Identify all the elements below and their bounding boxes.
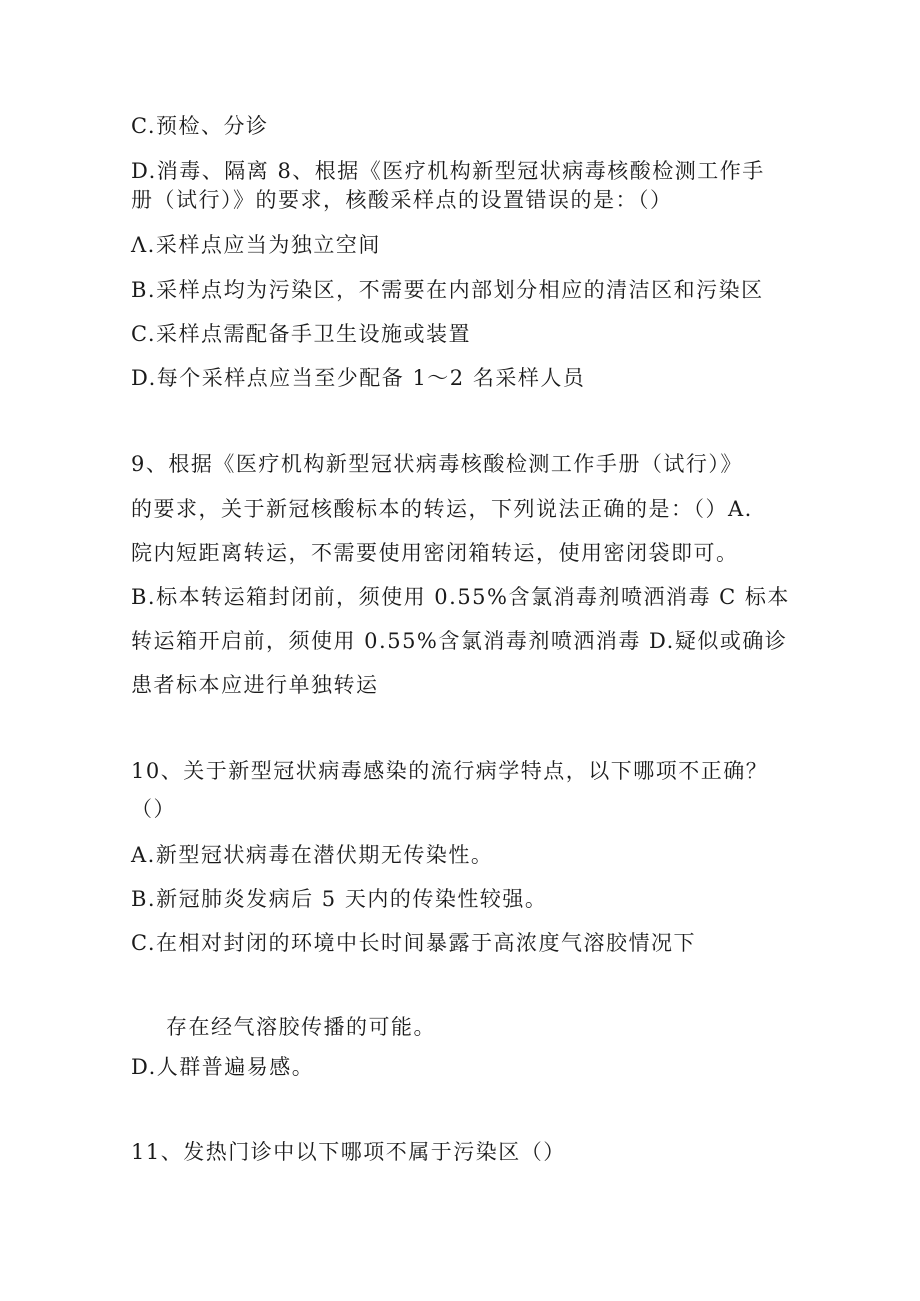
question-9-option-c-d: 转运箱开启前，须使用 0.55%含氯消毒剂喷洒消毒 D.疑似或确诊	[131, 629, 788, 653]
question-10-stem: 10、关于新型冠状病毒感染的流行病学特点，以下哪项不正确？	[131, 759, 769, 783]
question-10-option-b: B.新冠肺炎发病后 5 天内的传染性较强。	[131, 887, 548, 911]
question-8-option-b: B.采样点均为污染区，不需要在内部划分相应的清洁区和污染区	[131, 278, 764, 302]
question-11-stem: 11、发热门诊中以下哪项不属于污染区（）	[131, 1140, 566, 1164]
question-9-option-a: 院内短距离转运，不需要使用密闭箱转运，使用密闭袋即可。	[131, 541, 739, 565]
question-10-option-d: D.人群普遍易感。	[131, 1055, 315, 1079]
question-9-option-b: B.标本转运箱封闭前，须使用 0.55%含氯消毒剂喷洒消毒 C 标本	[131, 585, 790, 609]
question-9-stem: 9、根据《医疗机构新型冠状病毒核酸检测工作手册（试行）》	[131, 452, 743, 476]
question-10-option-c: C.在相对封闭的环境中长时间暴露于高浓度气溶胶情况下	[131, 931, 696, 955]
question-8-option-c: C.采样点需配备手卫生设施或装置	[131, 322, 471, 346]
option-d-and-question-8: D.消毒、隔离 8、根据《医疗机构新型冠状病毒核酸检测工作手	[131, 159, 765, 183]
question-10-blank: （）	[131, 797, 176, 821]
question-10-option-a: A.新型冠状病毒在潜伏期无传染性。	[131, 843, 494, 867]
question-8-continued: 册（试行）》的要求，核酸采样点的设置错误的是：（）	[131, 188, 673, 212]
question-8-option-a: Λ.采样点应当为独立空间	[131, 233, 381, 257]
option-c-triage: C.预检、分诊	[131, 114, 269, 138]
question-9-option-d-continued: 患者标本应进行单独转运	[131, 673, 379, 697]
question-9-stem-continued: 的要求，关于新冠核酸标本的转运，下列说法正确的是：（）A.	[131, 497, 753, 521]
question-10-option-c-continued: 存在经气溶胶传播的可能。	[166, 1015, 436, 1039]
question-8-option-d: D.每个采样点应当至少配备 1～2 名采样人员	[131, 366, 586, 390]
